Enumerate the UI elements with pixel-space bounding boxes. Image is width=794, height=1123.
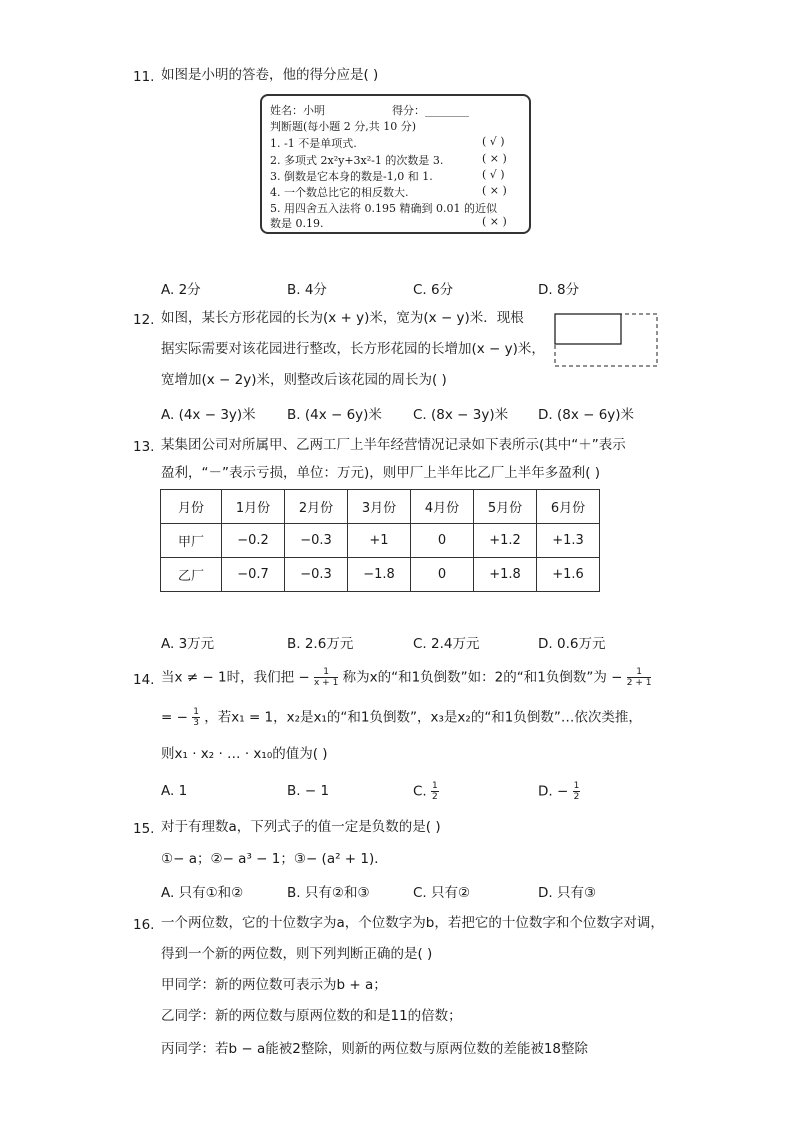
q12-line: 宽增加(x − 2y)米，则整改后该花园的周长为( ) (161, 372, 447, 388)
q12-option-c[interactable]: C. (8x − 3y)米 (413, 407, 509, 423)
q15-option-d[interactable]: D. 只有③ (538, 885, 597, 901)
table-cell: −0.2 (222, 524, 285, 558)
table-row (161, 524, 600, 558)
q13-line: 盈利，“－”表示亏损，单位：万元)，则甲厂上半年比乙厂上半年多盈利( ) (161, 465, 601, 481)
table-cell: −0.7 (222, 558, 285, 592)
option-label: D. − (538, 783, 569, 800)
sheet-item: 1. -1 不是单项式. (270, 137, 357, 150)
sheet-mark: ( × ) (482, 215, 507, 228)
sheet-intro: 判断题(每小题 2 分,共 10 分) (270, 120, 417, 133)
q12-line: 据实际需要对该花园进行整改，长方形花园的长增加(x − y)米， (161, 341, 545, 357)
table-cell: +1 (348, 524, 411, 558)
fraction-numerator: 1 (314, 667, 338, 678)
fraction-numerator: 1 (193, 707, 199, 717)
answer-sheet-image (260, 94, 531, 234)
q13-option-a[interactable]: A. 3万元 (161, 636, 215, 652)
q16-line: 甲同学：新的两位数可表示为b + a； (161, 977, 387, 993)
table-cell: 0 (411, 524, 474, 558)
q14-line1 (161, 667, 651, 688)
fraction (314, 667, 338, 688)
sheet-item: 3. 倒数是它本身的数是-1,0 和 1. (270, 170, 433, 183)
table-cell: 3月份 (348, 490, 411, 524)
q15-number: 15. (133, 821, 155, 837)
fraction (573, 781, 581, 802)
q14-option-b[interactable]: B. − 1 (287, 783, 330, 799)
fraction-denominator: 2 (432, 792, 438, 802)
q11-number: 11. (133, 69, 155, 85)
q13-option-d[interactable]: D. 0.6万元 (538, 636, 606, 652)
fraction-denominator: x + 1 (313, 678, 339, 688)
q14-option-c[interactable] (413, 781, 439, 802)
table-row (161, 558, 600, 592)
q15-option-c[interactable]: C. 只有② (413, 885, 471, 901)
sheet-item: 4. 一个数总比它的相反数大. (270, 186, 409, 199)
table-cell: −0.3 (285, 524, 348, 558)
q13-option-b[interactable]: B. 2.6万元 (287, 636, 354, 652)
q16-line: 乙同学：新的两位数与原两位数的和是11的倍数； (161, 1008, 462, 1024)
sheet-score: 得分：________ (392, 104, 469, 117)
fraction-numerator: 1 (627, 667, 652, 678)
sheet-name: 姓名：小明 (270, 104, 325, 117)
fraction-numerator: 1 (432, 781, 438, 791)
q12-option-d[interactable]: D. (8x − 6y)米 (538, 407, 635, 423)
q15-option-b[interactable]: B. 只有②和③ (287, 885, 370, 901)
option-label: C. (413, 783, 427, 800)
fraction-denominator: 2 (573, 792, 580, 802)
table-cell: 5月份 (474, 490, 537, 524)
table-cell: +1.2 (474, 524, 537, 558)
table-cell: +1.3 (537, 524, 600, 558)
q11-option-b[interactable]: B. 4分 (287, 282, 327, 298)
sheet-item: 数是 0.19. (270, 217, 324, 230)
garden-diagram (553, 312, 659, 368)
fraction-numerator: 1 (573, 781, 580, 791)
table-cell: +1.6 (537, 558, 600, 592)
table-header-row (161, 490, 600, 524)
profit-table (160, 489, 600, 592)
q15-option-a[interactable]: A. 只有①和② (161, 885, 244, 901)
table-cell: 1月份 (222, 490, 285, 524)
q13-number: 13. (133, 439, 155, 455)
garden-extended-rect (555, 314, 657, 366)
q14-option-d[interactable] (538, 781, 580, 802)
table-cell: 2月份 (285, 490, 348, 524)
q16-line: 得到一个新的两位数，则下列判断正确的是( ) (161, 946, 433, 962)
q14-text: ，若x₁ = 1，x₂是x₁的“和1负倒数”，x₃是x₂的“和1负倒数”…依次类推， (204, 709, 642, 726)
table-cell: 甲厂 (161, 524, 222, 558)
q11-option-a[interactable]: A. 2分 (161, 282, 201, 298)
q14-number: 14. (133, 672, 155, 688)
fraction (431, 781, 439, 802)
q13-option-c[interactable]: C. 2.4万元 (413, 636, 480, 652)
q14-text: 称为x的“和1负倒数”如：2的“和1负倒数”为 − (342, 669, 623, 686)
table-cell: 4月份 (411, 490, 474, 524)
sheet-mark: ( √ ) (482, 135, 505, 148)
table-cell: 月份 (161, 490, 222, 524)
q11-option-d[interactable]: D. 8分 (538, 282, 580, 298)
garden-rect (555, 314, 621, 344)
q14-line3: 则x₁ · x₂ · … · x₁₀的值为( ) (161, 746, 328, 762)
table-cell: −0.3 (285, 558, 348, 592)
sheet-mark: ( √ ) (482, 168, 505, 181)
sheet-mark: ( × ) (482, 152, 507, 165)
q14-line2 (161, 707, 642, 728)
q15-items: ①− a；②− a³ − 1；③− (a² + 1)． (161, 851, 388, 867)
table-cell: 乙厂 (161, 558, 222, 592)
fraction (627, 667, 652, 688)
q12-option-b[interactable]: B. (4x − 6y)米 (287, 407, 382, 423)
fraction (192, 707, 200, 728)
q14-option-a[interactable]: A. 1 (161, 783, 188, 799)
q16-number: 16. (133, 917, 155, 933)
sheet-mark: ( × ) (482, 184, 507, 197)
table-cell: +1.8 (474, 558, 537, 592)
q14-text: 当x ≠ − 1时，我们把 − (161, 669, 310, 686)
fraction-denominator: 2 + 1 (626, 678, 652, 688)
table-cell: −1.8 (348, 558, 411, 592)
table-cell: 6月份 (537, 490, 600, 524)
q12-line: 如图，某长方形花园的长为(x + y)米，宽为(x − y)米．现根 (161, 310, 524, 326)
q16-line: 丙同学：若b − a能被2整除，则新的两位数与原两位数的差能被18整除 (161, 1041, 589, 1057)
fraction-denominator: 3 (193, 718, 199, 728)
sheet-item: 5. 用四舍五入法将 0.195 精确到 0.01 的近似 (270, 202, 497, 215)
q15-stem: 对于有理数a，下列式子的值一定是负数的是( ) (161, 819, 441, 835)
sheet-item: 2. 多项式 2x²y+3x²-1 的次数是 3. (270, 154, 444, 167)
table-cell: 0 (411, 558, 474, 592)
q16-line: 一个两位数，它的十位数字为a，个位数字为b，若把它的十位数字和个位数字对调， (161, 915, 664, 931)
q12-option-a[interactable]: A. (4x − 3y)米 (161, 407, 256, 423)
q13-line: 某集团公司对所属甲、乙两工厂上半年经营情况记录如下表所示(其中“＋”表示 (161, 437, 626, 453)
q12-number: 12. (133, 312, 155, 328)
q11-option-c[interactable]: C. 6分 (413, 282, 454, 298)
q11-stem: 如图是小明的答卷，他的得分应是( ) (161, 67, 379, 83)
q14-text: = − (161, 709, 188, 726)
